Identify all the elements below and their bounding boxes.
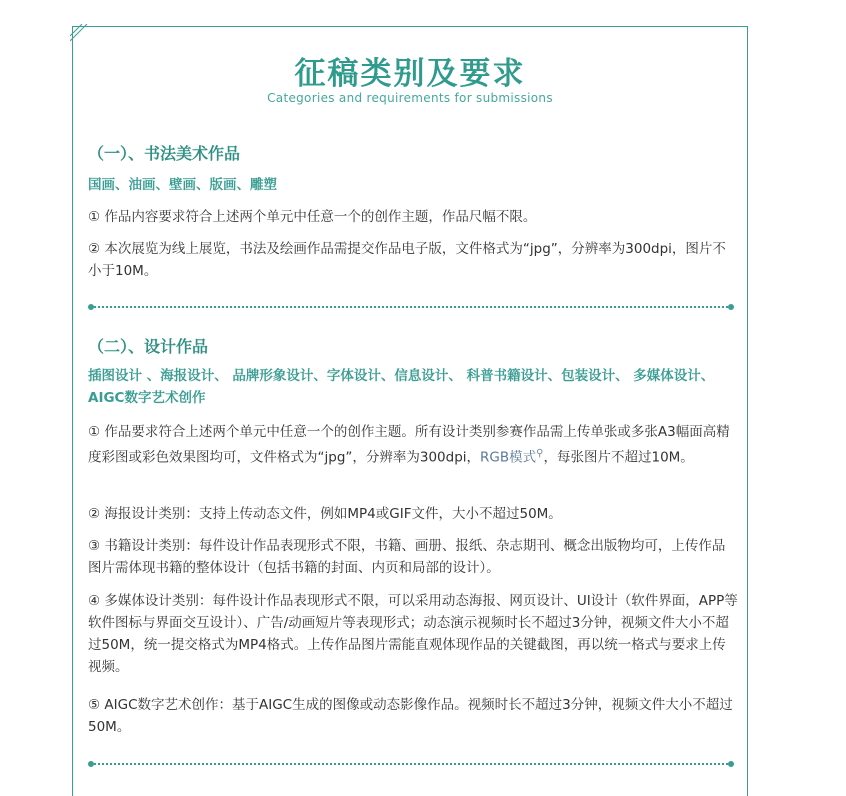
section-divider (88, 761, 734, 767)
requirement-item: ② 海报设计类别：支持上传动态文件，例如MP4或GIF文件，大小不超过50M。 (88, 506, 562, 522)
section-title-calligraphy: （一）、书法美术作品 (88, 144, 241, 163)
search-icon[interactable]: ⚲ (536, 448, 544, 459)
corner-decoration (70, 24, 90, 44)
requirement-item: ③ 书籍设计类别：每件设计作品表现形式不限，书籍、画册、报纸、杂志期刊、概念出版物均可，上传作品图片需体现书籍的整体设计（包括书籍的封面、内页和局部的设计）。 (88, 538, 726, 576)
page-title: 征稿类别及要求 (294, 56, 526, 92)
requirement-item: ⑤ AIGC数字艺术创作：基于AIGC生成的图像或动态影像作品。视频时长不超过3分钟，视频文件大小不超过50M。 (88, 697, 733, 735)
section-title-design: （二）、设计作品 (88, 337, 209, 356)
section-divider (88, 304, 734, 310)
page-subtitle: Categories and requirements for submissions (267, 91, 553, 105)
section-categories-design: 插图设计 、海报设计、 品牌形象设计、字体设计、信息设计、 科普书籍设计、包装设计、 多媒体设计、AIGC数字艺术创作 (88, 368, 715, 406)
rgb-mode-link[interactable]: RGB模式 (480, 449, 537, 466)
requirement-item: ① 作品内容要求符合上述两个单元中任意一个的创作主题，作品尺幅不限。 (88, 209, 537, 225)
requirement-item: ② 本次展览为线上展览，书法及绘画作品需提交作品电子版，文件格式为“jpg”，分辨率为300dpi，图片不小于10M。 (88, 241, 726, 279)
section-categories-calligraphy: 国画、油画、壁画、版画、雕塑 (88, 177, 277, 193)
requirement-item: ④ 多媒体设计类别：每件设计作品表现形式不限，可以采用动态海报、网页设计、UI设计（软件界面，APP等软件图标与界面交互设计）、广告/动画短片等表现形式；动态演示视频时长不超过3分钟，视频文件大小不超过50M，统一提交格式为MP4格式。上传作品图片需能直观体现作品的关键截图，再以统一格式与要求上传视频。 (88, 593, 738, 675)
requirement-item: ① 作品要求符合上述两个单元中任意一个的创作主题。所有设计类别参赛作品需上传单张或多张A3幅面高精度彩图或彩色效果图均可，文件格式为“jpg”，分辨率为300dpi，RGB模式⚲，每张图片不超过10M。 (88, 424, 730, 466)
